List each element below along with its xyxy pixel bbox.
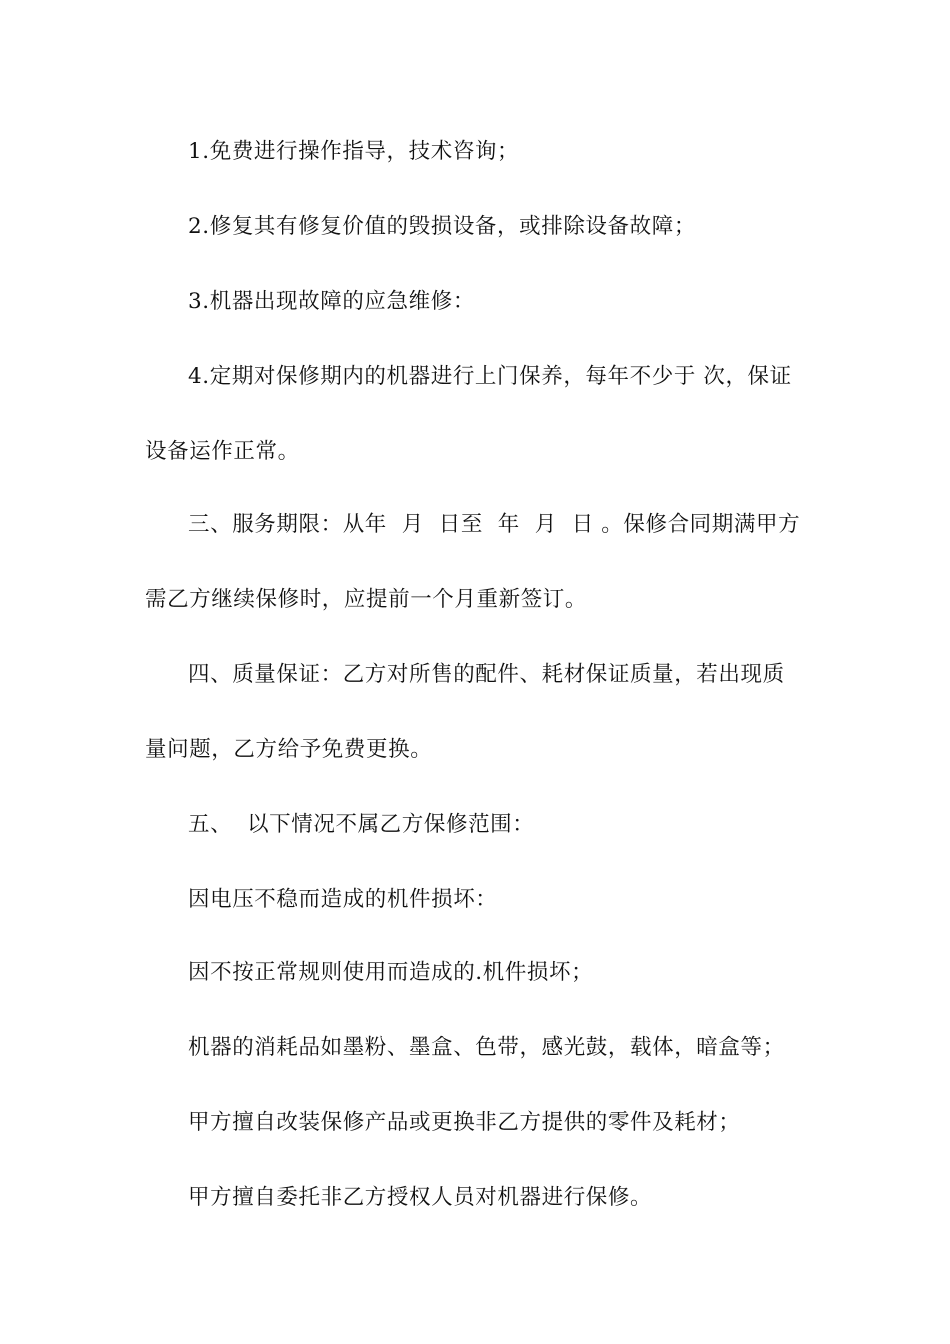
exclusion-item-4: 甲方擅自改装保修产品或更换非乙方提供的零件及耗材； [188,1110,741,1135]
exclusion-item-3: 机器的消耗品如墨粉、墨盒、色带，感光鼓，载体，暗盒等； [188,1035,785,1060]
section-quality-guarantee: 四、质量保证：乙方对所售的配件、耗材保证质量，若出现质 [188,662,785,687]
exclusion-item-2: 因不按正常规则使用而造成的.机件损坏； [188,960,594,985]
section-quality-guarantee-continued: 量问题，乙方给予免费更换。 [145,737,433,762]
service-item-1: 1.免费进行操作指导，技术咨询； [188,139,520,164]
section-exclusions-heading: 五、 以下情况不属乙方保修范围： [188,812,535,837]
exclusion-item-5: 甲方擅自委托非乙方授权人员对机器进行保修。 [188,1185,653,1210]
service-item-2: 2.修复其有修复价值的毁损设备，或排除设备故障； [188,214,696,239]
section-service-period: 三、服务期限：从年 月 日至 年 月 日 。保修合同期满甲方 [188,512,801,537]
exclusion-item-1: 因电压不稳而造成的机件损坏： [188,887,498,912]
section-service-period-continued: 需乙方继续保修时，应提前一个月重新签订。 [145,587,588,612]
service-item-4: 4.定期对保修期内的机器进行上门保养，每年不少于 次，保证 [188,364,792,389]
service-item-3: 3.机器出现故障的应急维修： [188,289,475,314]
service-item-4-continued: 设备运作正常。 [145,439,300,464]
